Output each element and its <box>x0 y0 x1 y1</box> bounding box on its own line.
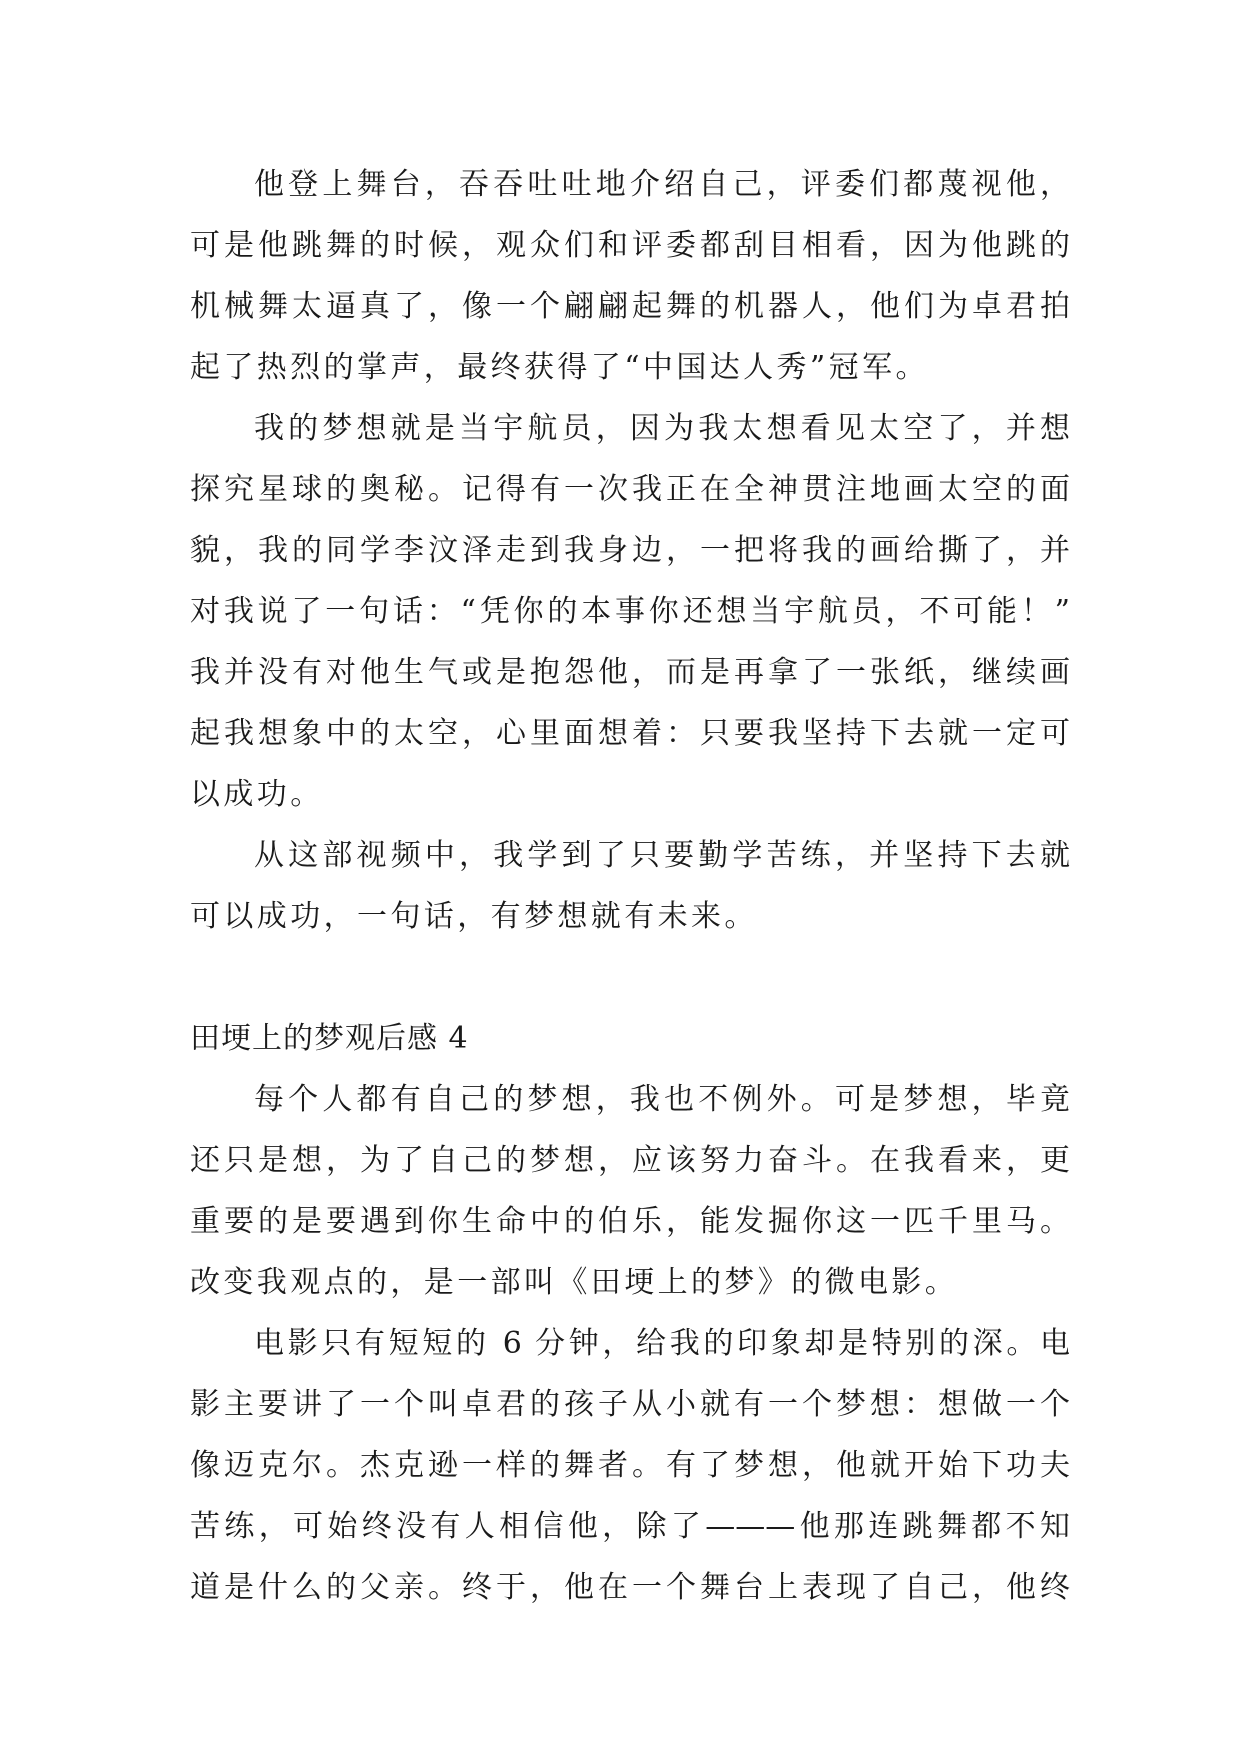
paragraph-line: 探究星球的奥秘。记得有一次我正在全神贯注地画太空的面 <box>190 472 1070 507</box>
paragraph-line: 还只是想，为了自己的梦想，应该努力奋斗。在我看来，更 <box>190 1143 1070 1178</box>
paragraph-line: 对我说了一句话：“凭你的本事你还想当宇航员，不可能！” <box>190 594 1070 629</box>
paragraph-line: 貌，我的同学李汶泽走到我身边，一把将我的画给撕了，并 <box>190 533 1070 568</box>
paragraph-line: 道是什么的父亲。终于，他在一个舞台上表现了自己，他终 <box>190 1570 1070 1605</box>
section-heading: 田埂上的梦观后感 4 <box>190 1021 469 1056</box>
paragraph-line: 从这部视频中，我学到了只要勤学苦练，并坚持下去就 <box>254 838 1070 873</box>
document-body <box>190 154 1070 1618</box>
paragraph-line: 改变我观点的，是一部叫《田埂上的梦》的微电影。 <box>190 1265 959 1300</box>
paragraph-line: 起了热烈的掌声，最终获得了“中国达人秀”冠军。 <box>190 350 929 385</box>
paragraph-line: 机械舞太逼真了，像一个翩翩起舞的机器人，他们为卓君拍 <box>190 289 1070 324</box>
paragraph-line: 像迈克尔。杰克逊一样的舞者。有了梦想，他就开始下功夫 <box>190 1448 1070 1483</box>
section-spacer <box>190 947 1070 1008</box>
paragraph-line: 我的梦想就是当宇航员，因为我太想看见太空了，并想 <box>254 411 1070 446</box>
paragraph-line: 我并没有对他生气或是抱怨他，而是再拿了一张纸，继续画 <box>190 655 1070 690</box>
paragraph-line: 影主要讲了一个叫卓君的孩子从小就有一个梦想：想做一个 <box>190 1387 1070 1422</box>
paragraph-line: 起我想象中的太空，心里面想着：只要我坚持下去就一定可 <box>190 716 1070 751</box>
paragraph-line: 以成功。 <box>190 777 324 812</box>
paragraph-line: 重要的是要遇到你生命中的伯乐，能发掘你这一匹千里马。 <box>190 1204 1070 1239</box>
paragraph-line: 他登上舞台，吞吞吐吐地介绍自己，评委们都蔑视他， <box>254 167 1070 202</box>
paragraph-line: 可是他跳舞的时候，观众们和评委都刮目相看，因为他跳的 <box>190 228 1070 263</box>
paragraph-line: 苦练，可始终没有人相信他，除了———他那连跳舞都不知 <box>190 1509 1070 1544</box>
paragraph-line: 每个人都有自己的梦想，我也不例外。可是梦想，毕竟 <box>254 1082 1070 1117</box>
paragraph-line: 电影只有短短的 6 分钟，给我的印象却是特别的深。电 <box>254 1326 1070 1361</box>
paragraph-line: 可以成功，一句话，有梦想就有未来。 <box>190 899 758 934</box>
